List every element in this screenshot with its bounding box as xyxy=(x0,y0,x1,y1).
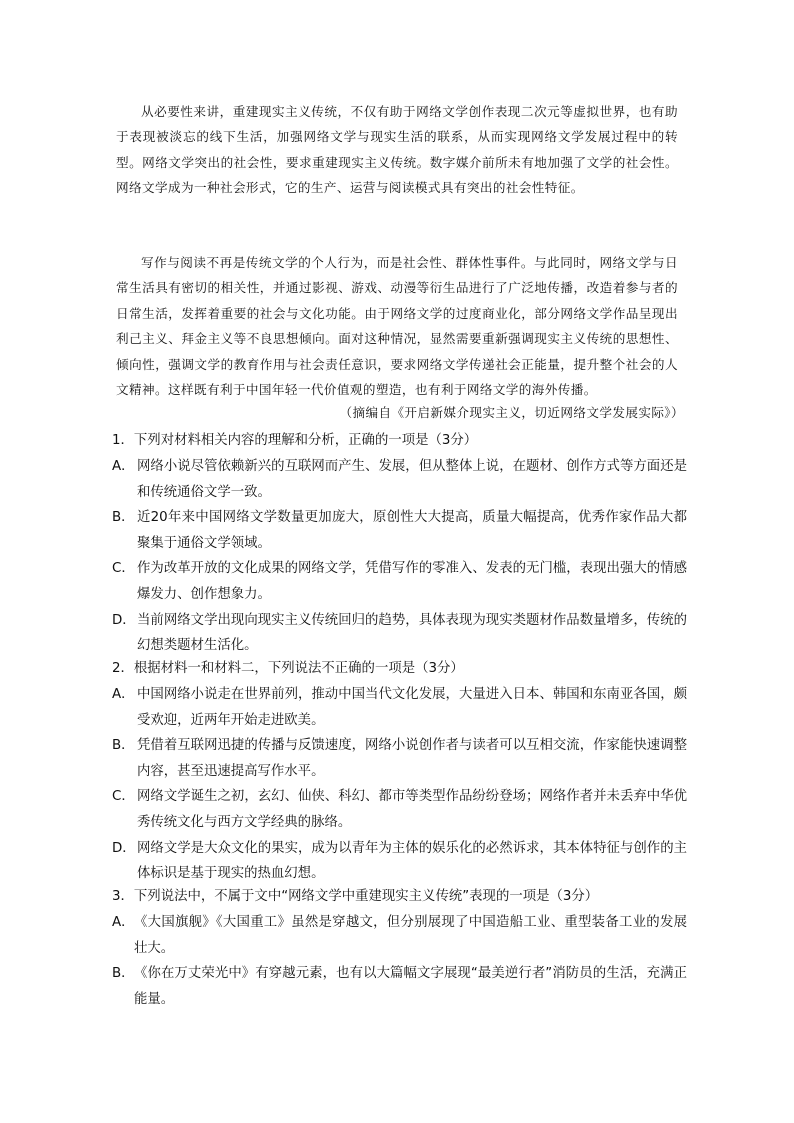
option-letter: A． xyxy=(112,459,135,474)
option-text: 网络文学诞生之初，玄幻、仙侠、科幻、都市等类型作品纷纷登场；网络作者并未丢弃中华优秀传统文化与西方文学经典的脉络。 xyxy=(137,789,687,830)
question-3 xyxy=(112,884,687,1012)
question-stem: 2．根据材料一和材料二，下列说法不正确的一项是（3分） xyxy=(112,661,464,676)
question-2 xyxy=(112,656,687,887)
option-letter: A． xyxy=(112,915,135,930)
option-text: 当前网络文学出现向现实主义传统回归的趋势，具体表现为现实类题材作品数量增多，传统的幻想类题材生活化。 xyxy=(137,612,687,654)
option-b[interactable] xyxy=(112,505,687,556)
option-letter: B． xyxy=(112,738,135,754)
option-a[interactable] xyxy=(112,910,687,961)
option-c[interactable] xyxy=(112,784,687,835)
question-stem: 1．下列对材料相关内容的理解和分析，正确的一项是（3分） xyxy=(112,433,478,448)
option-letter: B． xyxy=(112,966,135,982)
option-a[interactable] xyxy=(112,682,687,733)
passage-paragraph: 写作与阅读不再是传统文学的个人行为，而是社会性、群体性事件。与此同时，网络文学与日常生活具有密切的相关性，并通过影视、游戏、动漫等衍生品进行了广泛地传播，改造着参与者的日常生活，发挥着重要的社会与文化功能。由于网络文学的过度商业化，部分网络文学作品呈现出利己主义、拜金主义等不良思想倾向。面对这种情况，显然需要重新强调现实主义传统的思想性、倾向性，强调文学的教育作用与社会责任意识，要求网络文学传递社会正能量，提升整个社会的人文精神。这样既有利于中国年轻一代价值观的塑造，也有利于网络文学的海外传播。 xyxy=(116,255,678,398)
option-letter: C． xyxy=(112,789,135,805)
option-letter: B． xyxy=(112,510,135,526)
passage-paragraph: 从必要性来讲，重建现实主义传统，不仅有助于网络文学创作表现二次元等虚拟世界，也有助于表现被淡忘的线下生活，加强网络文学与现实生活的联系，从而实现网络文学发展过程中的转型。网络文学突出的社会性，要求重建现实主义传统。数字媒介前所未有地加强了文学的社会性。网络文学成为一种社会形式，它的生产、运营与阅读模式具有突出的社会性特征。 xyxy=(116,104,678,196)
option-letter: A． xyxy=(112,687,135,702)
option-d[interactable] xyxy=(112,608,687,659)
option-text: 《你在万丈荣光中》有穿越元素，也有以大篇幅文字展现“最美逆行者”消防员的生活，充满正能量。 xyxy=(134,966,687,1007)
option-text: 近20年来中国网络文学数量更加庞大，原创性大大提高，质量大幅提高，优秀作家作品大都聚集于通俗文学领域。 xyxy=(137,510,687,551)
option-a[interactable] xyxy=(112,454,687,505)
option-b[interactable] xyxy=(112,961,687,1012)
option-text: 作为改革开放的文化成果的网络文学，凭借写作的零准入、发表的无门槛，表现出强大的情感爆发力、创作想象力。 xyxy=(137,561,687,602)
option-b[interactable] xyxy=(112,733,687,784)
passage-source: （摘编自《开启新媒介现实主义，切近网络文学发展实际》） xyxy=(339,405,684,420)
option-c[interactable] xyxy=(112,556,687,607)
option-letter: D． xyxy=(112,612,136,628)
option-text: 凭借着互联网迅捷的传播与反馈速度，网络小说创作者与读者可以互相交流，作家能快速调整内容，甚至迅速提高写作水平。 xyxy=(137,738,687,779)
option-text: 中国网络小说走在世界前列，推动中国当代文化发展，大量进入日本、韩国和东南亚各国，颇受欢迎，近两年开始走进欧美。 xyxy=(137,687,687,728)
question-1 xyxy=(112,428,687,659)
option-text: 《大国旗舰》《大国重工》虽然是穿越文，但分别展现了中国造船工业、重型装备工业的发展壮大。 xyxy=(134,915,687,956)
option-text: 网络小说尽管依赖新兴的互联网而产生、发展，但从整体上说，在题材、创作方式等方面还是和传统通俗文学一致。 xyxy=(137,459,687,500)
option-d[interactable] xyxy=(112,836,687,887)
option-letter: C． xyxy=(112,561,135,577)
question-stem: 3．下列说法中，不属于文中“网络文学中重建现实主义传统”表现的一项是（3分） xyxy=(112,889,599,904)
option-letter: D． xyxy=(112,840,136,856)
option-text: 网络文学是大众文化的果实，成为以青年为主体的娱乐化的必然诉求，其本体特征与创作的主体标识是基于现实的热血幻想。 xyxy=(137,840,687,882)
